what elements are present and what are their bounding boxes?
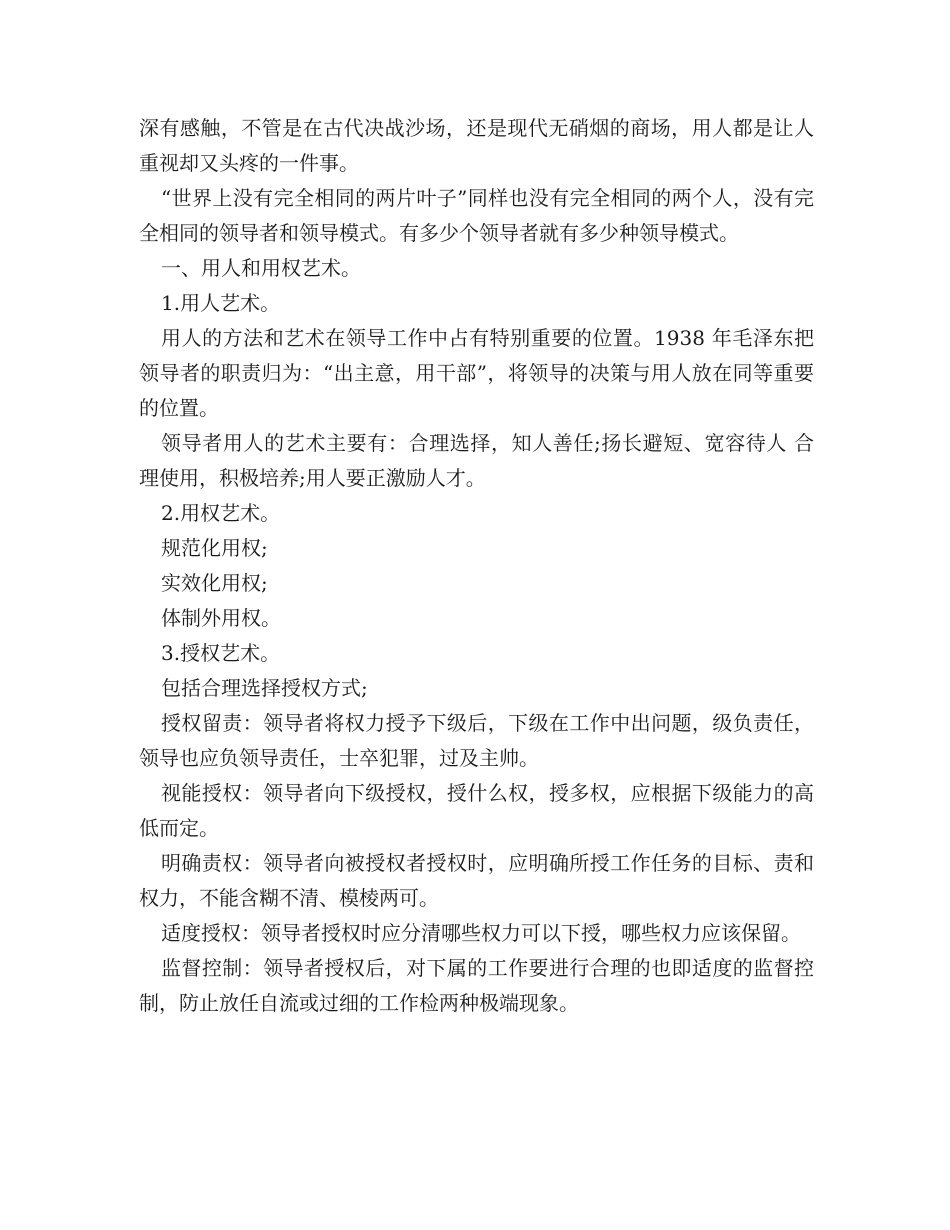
subheading-1: 1.用人艺术。 — [161, 291, 281, 315]
subheading-3: 3.授权艺术。 — [161, 641, 281, 665]
paragraph-3: 用人的方法和艺术在领导工作中占有特别重要的位置。1938 年毛泽东把领导者的职责归为：“出主意，用干部”，将领导的决策与用人放在同等重要的位置。 — [139, 326, 814, 420]
list-item-3: 体制外用权。 — [161, 606, 281, 630]
list-item-1: 规范化用权; — [161, 536, 268, 560]
paragraph-9: 适度授权：领导者授权时应分清哪些权力可以下授，哪些权力应该保留。 — [161, 921, 801, 945]
paragraph-1: 深有感触，不管是在古代决战沙场，还是现代无硝烟的商场，用人都是让人重视却又头疼的一件事。 — [139, 116, 814, 175]
subheading-2: 2.用权艺术。 — [161, 501, 281, 525]
document-body — [139, 111, 814, 1021]
paragraph-6: 授权留责：领导者将权力授予下级后，下级在工作中出问题，级负责任，领导也应负领导责任，士卒犯罪，过及主帅。 — [139, 711, 814, 770]
paragraph-2: “世界上没有完全相同的两片叶子”同样也没有完全相同的两个人，没有完全相同的领导者和领导模式。有多少个领导者就有多少种领导模式。 — [139, 186, 814, 245]
paragraph-5: 包括合理选择授权方式; — [161, 676, 368, 700]
paragraph-7: 视能授权：领导者向下级授权，授什么权，授多权，应根据下级能力的高低而定。 — [139, 781, 814, 840]
paragraph-4: 领导者用人的艺术主要有：合理选择，知人善任;扬长避短、宽容待人 合理使用，积极培养;用人要正激励人才。 — [139, 431, 814, 490]
list-item-2: 实效化用权; — [161, 571, 268, 595]
paragraph-8: 明确责权：领导者向被授权者授权时，应明确所授工作任务的目标、责和权力，不能含糊不清、模棱两可。 — [139, 851, 814, 910]
section-heading-1: 一、用人和用权艺术。 — [161, 256, 361, 280]
paragraph-10: 监督控制：领导者授权后，对下属的工作要进行合理的也即适度的监督控制，防止放任自流或过细的工作检两种极端现象。 — [139, 956, 814, 1015]
